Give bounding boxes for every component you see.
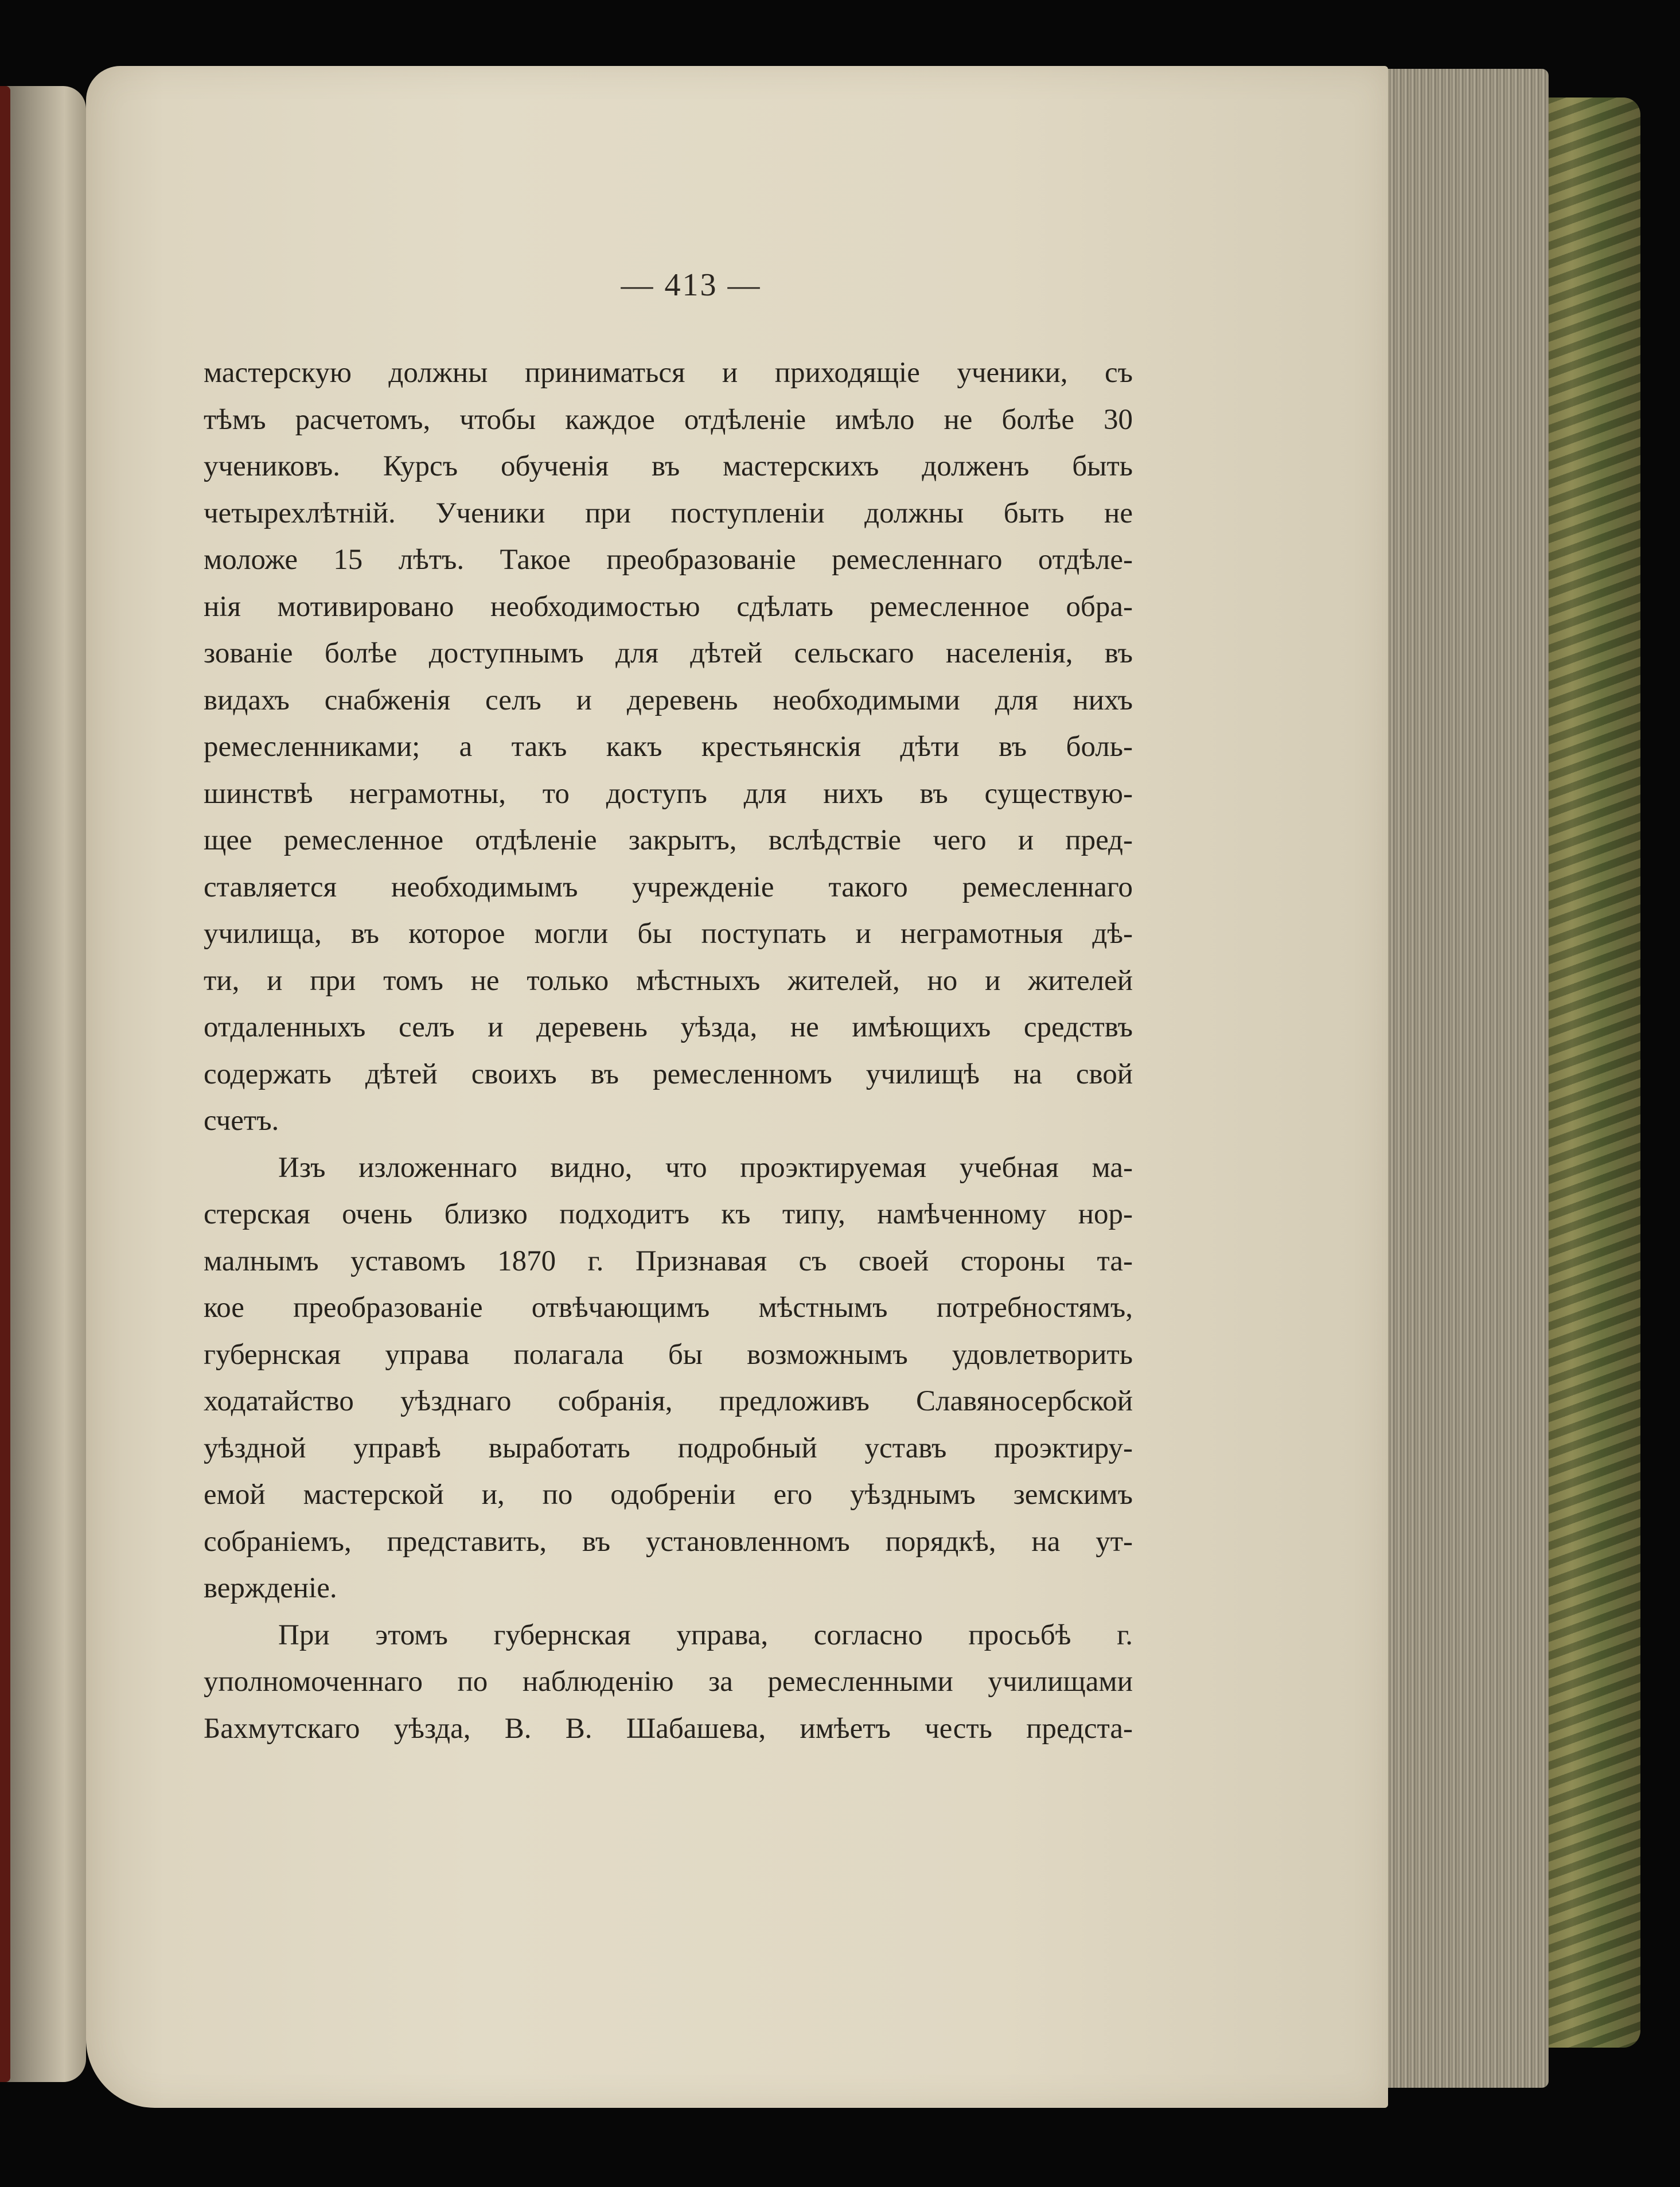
text-line: вержденіе.: [204, 1572, 337, 1604]
text-line: училища, въ которое могли бы поступать и неграмотныя дѣ-: [204, 918, 1133, 950]
text-line: Бахмутскаго уѣзда, В. В. Шабашева, имѣетъ честь предста-: [204, 1712, 1133, 1745]
text-line: малнымъ уставомъ 1870 г. Признавая съ своей стороны та-: [204, 1245, 1133, 1277]
text-line: стерская очень близко подходитъ къ типу, намѣченному нор-: [204, 1198, 1133, 1230]
text-line: счетъ.: [204, 1105, 279, 1137]
text-line: шинствѣ неграмотны, то доступъ для нихъ въ существую-: [204, 777, 1133, 810]
page-number: — 413 —: [621, 267, 762, 303]
text-line: учениковъ. Курсъ обученія въ мастерскихъ долженъ быть: [204, 450, 1133, 482]
text-line: моложе 15 лѣтъ. Такое преобразованіе ремесленнаго отдѣле-: [204, 544, 1133, 576]
text-line: щее ремесленное отдѣленіе закрытъ, вслѣдствіе чего и пред-: [204, 824, 1133, 856]
book-cover-edge: [1543, 98, 1640, 2048]
left-facing-page-edge: [0, 86, 86, 2082]
text-line: нія мотивировано необходимостью сдѣлать ремесленное обра-: [204, 590, 1133, 623]
text-line: уполномоченнаго по наблюденію за ремесленными училищами: [204, 1666, 1133, 1698]
page-stack-edge: [1377, 69, 1549, 2088]
text-line: тѣмъ расчетомъ, чтобы каждое отдѣленіе имѣло не болѣе 30: [204, 403, 1133, 436]
text-line: кое преобразованіе отвѣчающимъ мѣстнымъ потребностямъ,: [204, 1292, 1133, 1324]
text-line: губернская управа полагала бы возможнымъ удовлетворить: [204, 1338, 1133, 1371]
text-line: четырехлѣтній. Ученики при поступленіи должны быть не: [204, 497, 1133, 529]
body-text: [204, 350, 1133, 1752]
text-line: уѣздной управѣ выработать подробный уставъ проэктиру-: [204, 1432, 1133, 1464]
text-line: содержать дѣтей своихъ въ ремесленномъ училищѣ на свой: [204, 1058, 1133, 1090]
text-line: При этомъ губернская управа, согласно просьбѣ г.: [278, 1619, 1133, 1651]
text-line: ти, и при томъ не только мѣстныхъ жителей, но и жителей: [204, 964, 1133, 997]
text-line: собраніемъ, представить, въ установленномъ порядкѣ, на ут-: [204, 1525, 1133, 1558]
text-line: ходатайство уѣзднаго собранія, предложивъ Славяносербской: [204, 1385, 1133, 1417]
text-line: видахъ снабженія селъ и деревень необходимыми для нихъ: [204, 684, 1133, 716]
text-line: емой мастерской и, по одобреніи его уѣзднымъ земскимъ: [204, 1479, 1133, 1511]
text-line: зованіе болѣе доступнымъ для дѣтей сельскаго населенія, въ: [204, 637, 1133, 669]
text-line: ставляется необходимымъ учрежденіе такого ремесленнаго: [204, 871, 1133, 903]
text-line: Изъ изложеннаго видно, что проэктируемая учебная ма-: [278, 1151, 1133, 1184]
text-line: мастерскую должны приниматься и приходящіе ученики, съ: [204, 357, 1133, 389]
book-page: [86, 66, 1388, 2108]
text-line: ремесленниками; а такъ какъ крестьянскія дѣти въ боль-: [204, 731, 1133, 763]
text-line: отдаленныхъ селъ и деревень уѣзда, не имѣющихъ средствъ: [204, 1011, 1133, 1043]
